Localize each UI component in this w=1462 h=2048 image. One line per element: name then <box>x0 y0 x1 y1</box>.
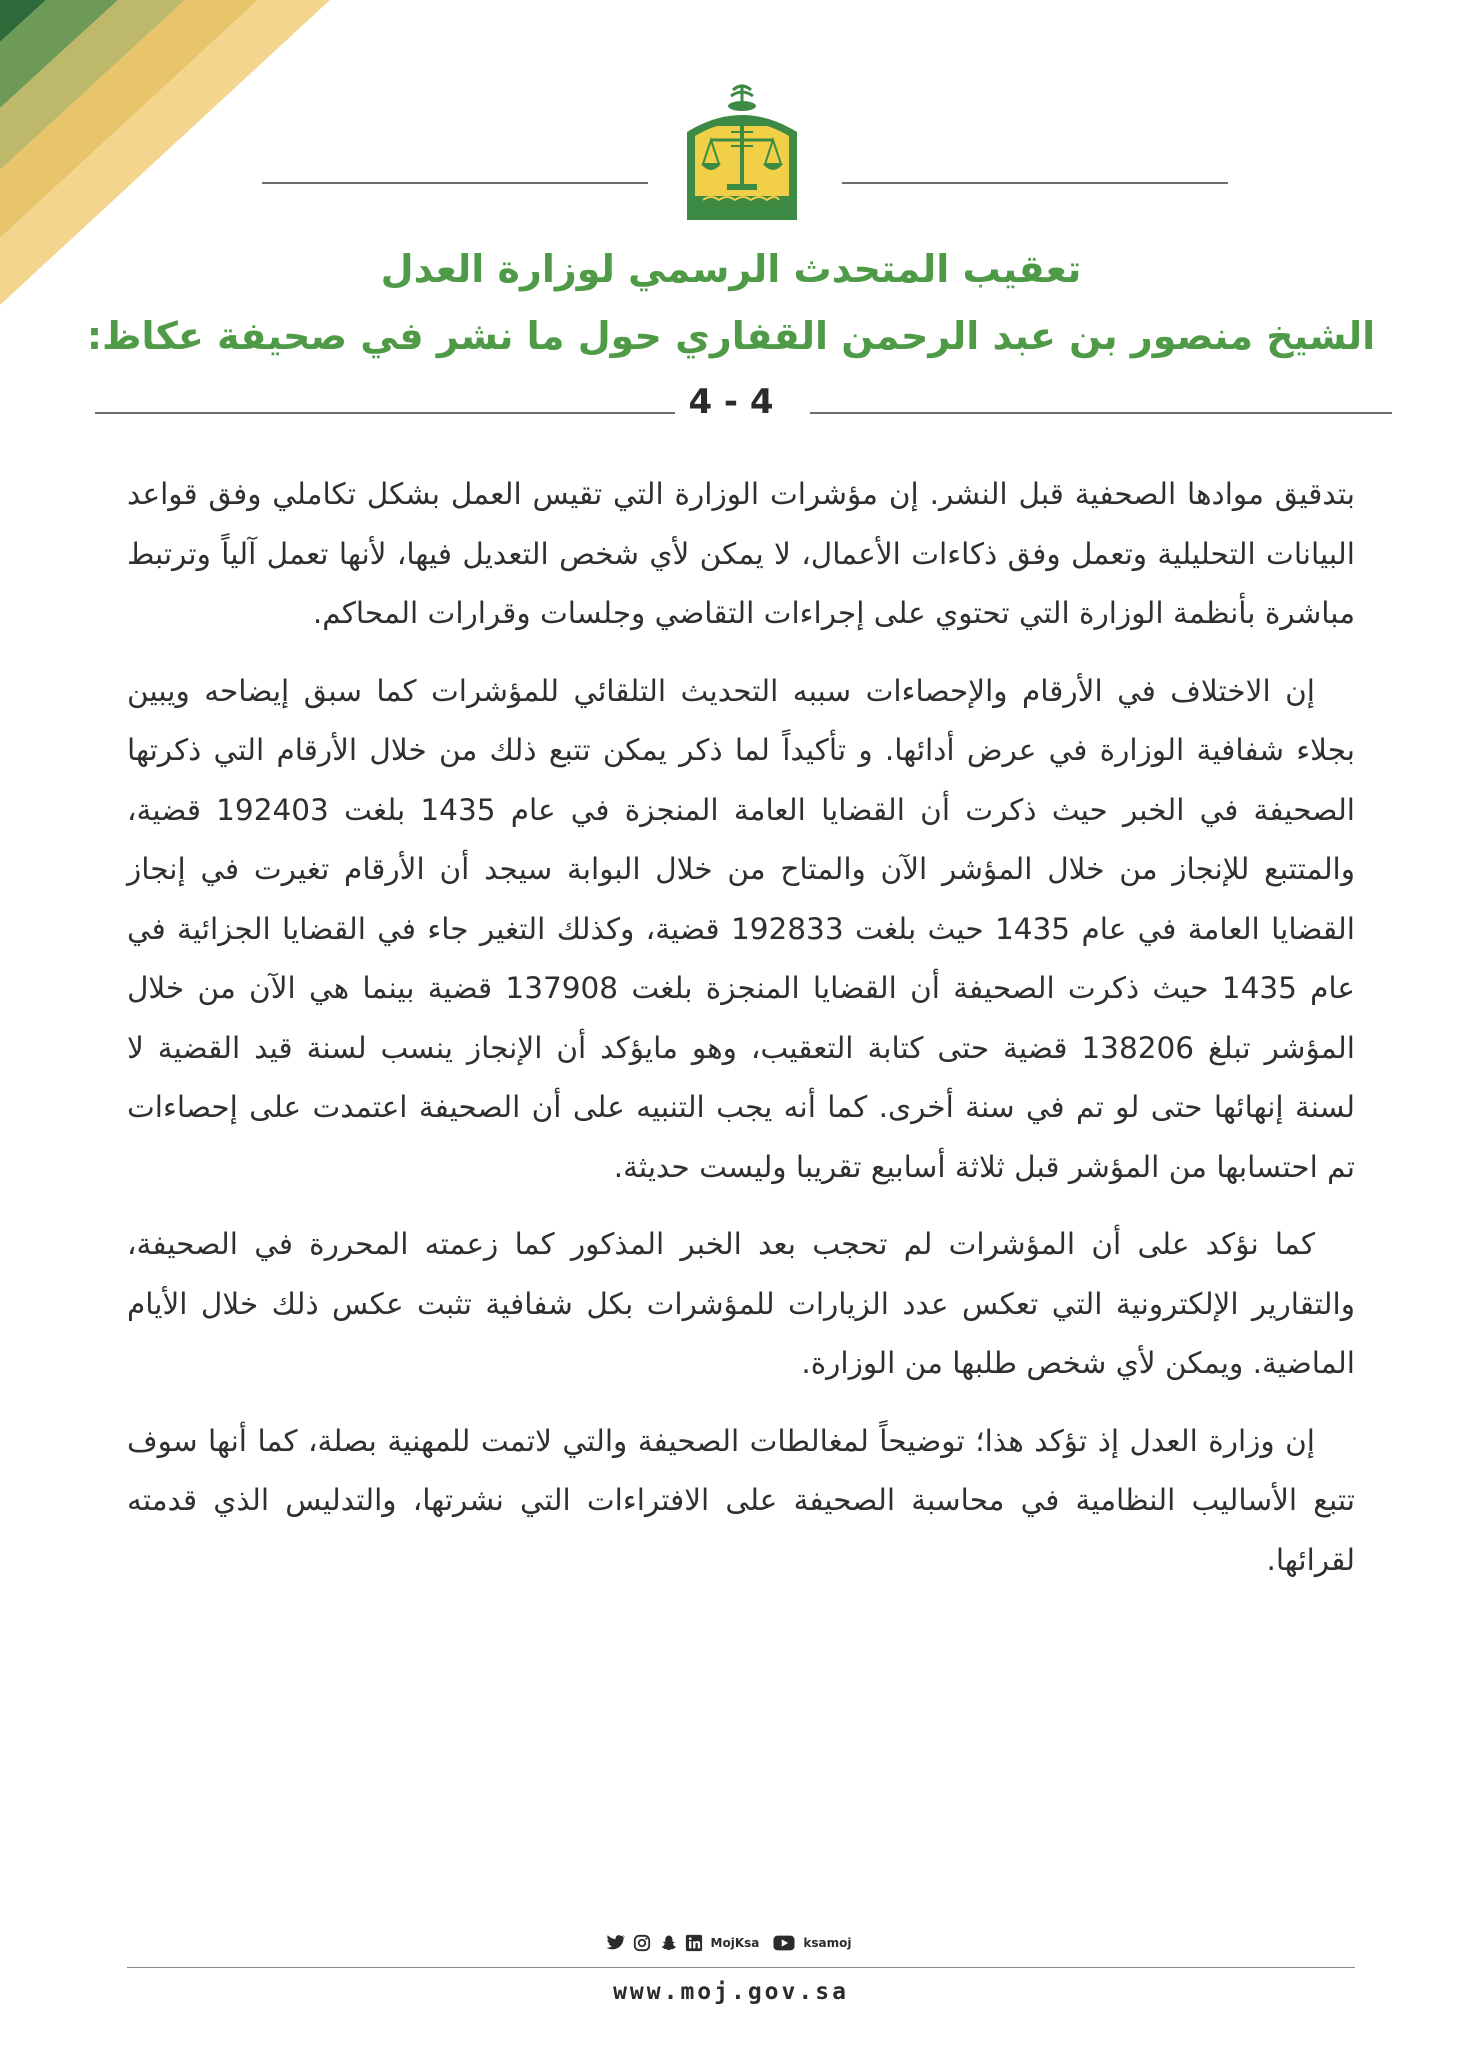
header-rule-left <box>262 182 648 184</box>
snapchat-icon[interactable] <box>659 1934 677 1952</box>
linkedin-icon[interactable] <box>685 1934 703 1952</box>
page-title-line1: تعقيب المتحدث الرسمي لوزارة العدل <box>380 247 1082 291</box>
youtube-icon[interactable] <box>773 1935 795 1951</box>
social-links <box>560 1929 902 1957</box>
ministry-of-justice-emblem-icon <box>681 80 803 225</box>
paragraph: كما نؤكد على أن المؤشرات لم تحجب بعد الخبر المذكور كما زعمته المحررة في الصحيفة، والتقارير الإلكترونية التي تعكس عدد الزيارات للمؤشرات بكل شفافية تثبت عكس ذلك خلال الأيام الماضية. ويمكن لأي شخص طلبها من الوزارة. <box>127 1227 1355 1380</box>
twitter-icon[interactable] <box>605 1934 625 1952</box>
paragraph: إن وزارة العدل إذ تؤكد هذا؛ توضيحاً لمغالطات الصحيفة والتي لاتمت للمهنية بصلة، كما أنها سوف تتبع الأساليب النظامية في محاسبة الصحيفة على الافتراءات التي نشرتها، والتدليس الذي قدمته لقرائها. <box>127 1423 1355 1577</box>
website-link[interactable]: www.moj.gov.sa <box>613 1979 849 2005</box>
header-rule-right <box>842 182 1228 184</box>
instagram-icon[interactable] <box>633 1934 651 1952</box>
social-handle: MojKsa <box>710 1936 760 1950</box>
page-indicator-rule-left <box>95 412 675 414</box>
paragraph: بتدقيق موادها الصحفية قبل النشر. إن مؤشرات الوزارة التي تقيس العمل بشكل تكاملي وفق قواعد البيانات التحليلية وتعمل وفق ذكاءات الأعمال، لا يمكن لأي شخص التعديل فيها، لأنها تعمل آلياً وترتبط مباشرة بأنظمة الوزارة التي تحتوي على إجراءات التقاضي وجلسات وقرارات المحاكم. <box>127 477 1355 630</box>
footer-rule <box>127 1967 1355 1968</box>
page-indicator-rule-right <box>810 412 1392 414</box>
page-indicator: 4 - 4 <box>688 382 774 422</box>
statement-body <box>127 465 1355 1608</box>
paragraph: إن الاختلاف في الأرقام والإحصاءات سببه التحديث التلقائي للمؤشرات كما سبق إيضاحه ويبين بجلاء شفافية الوزارة في عرض أدائها. و تأكيداً لما ذكر يمكن تتبع ذلك من خلال الأرقام التي ذكرتها الصحيفة في الخبر حيث ذكرت أن القضايا العامة المنجزة في عام 1435 بلغت 192403 قضية، والمتتبع للإنجاز من خلال المؤشر الآن والمتاح من خلال البوابة سيجد أن الأرقام تغيرت في إنجاز القضايا العامة في عام 1435 حيث بلغت 192833 قضية، وكذلك التغير جاء في القضايا الجزائية في عام 1435 حيث ذكرت الصحيفة أن القضايا المنجزة بلغت 137908 قضية بينما هي الآن من خلال المؤشر تبلغ 138206 قضية حتى كتابة التعقيب، وهو مايؤكد أن الإنجاز ينسب لسنة قيد القضية لا لسنة إنهائها حتى لو تم في سنة أخرى. كما أنه يجب التنبيه على أن الصحيفة اعتمدت على إحصاءات تم احتسابها من المؤشر قبل ثلاثة أسابيع تقريبا وليست حديثة. <box>127 673 1355 1184</box>
page-title-line2: الشيخ منصور بن عبد الرحمن القفاري حول ما نشر في صحيفة عكاظ: <box>86 314 1376 358</box>
youtube-handle: ksamoj <box>803 1936 852 1950</box>
